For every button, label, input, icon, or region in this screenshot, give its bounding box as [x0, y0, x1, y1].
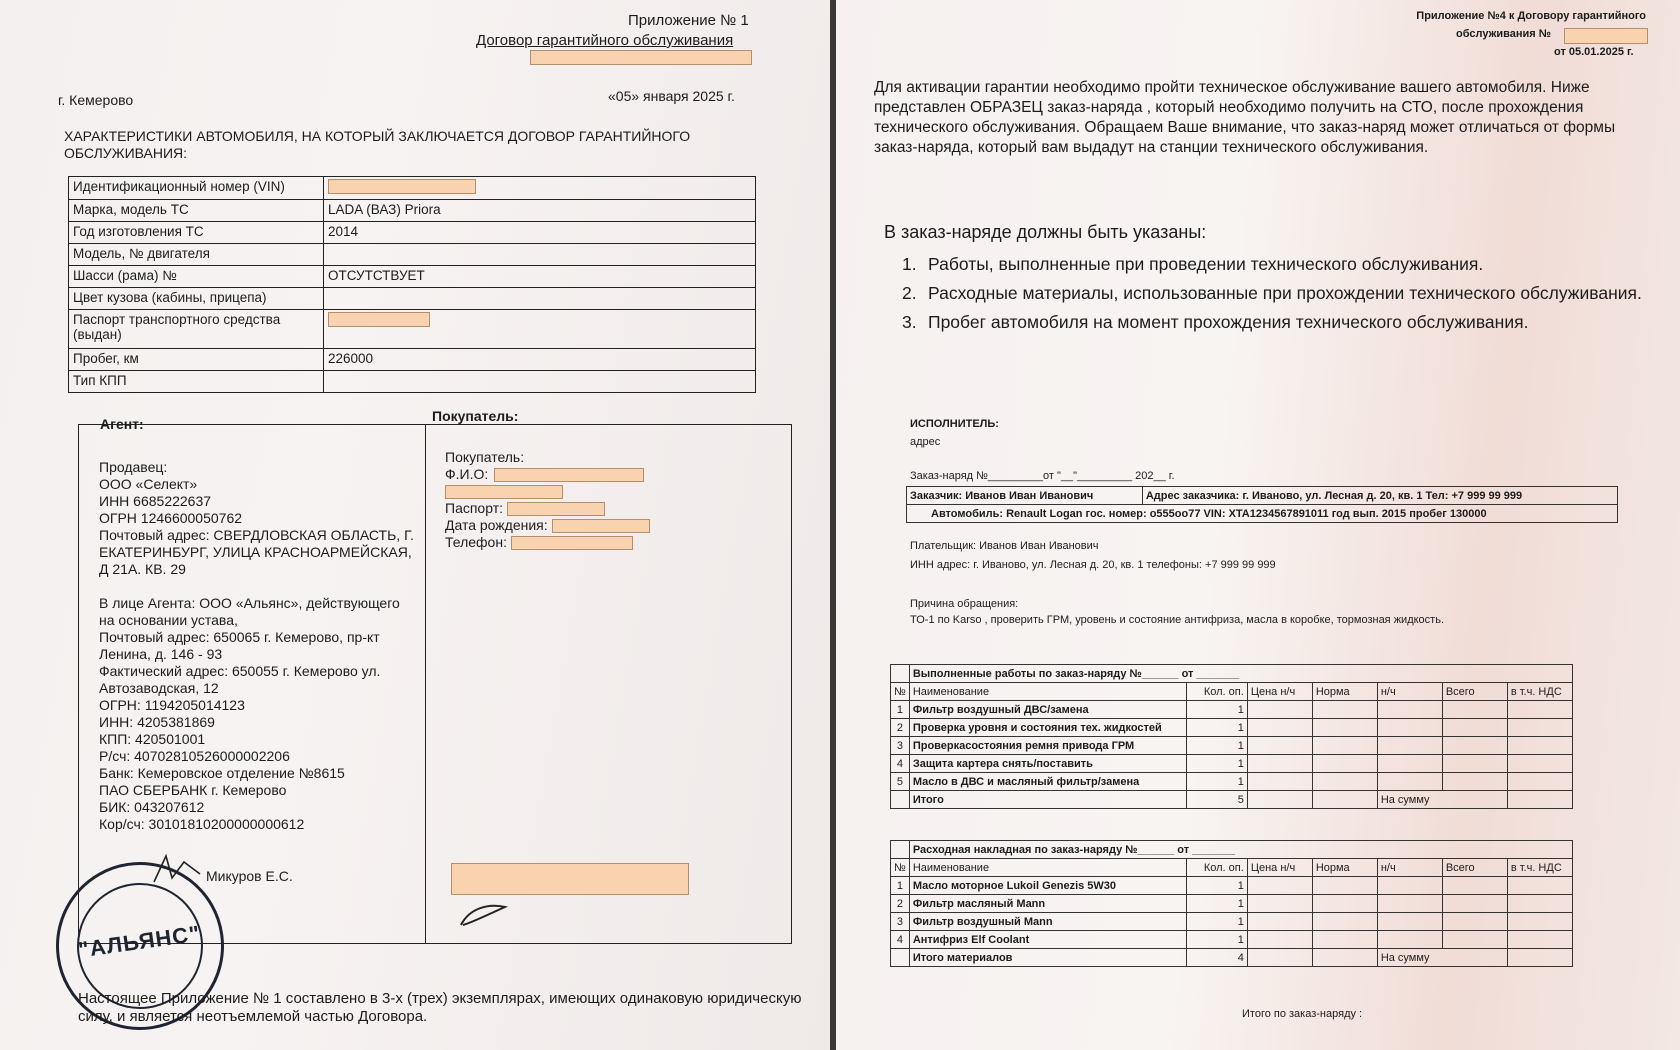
table-cell — [1312, 877, 1377, 895]
appendix-1-page — [0, 0, 830, 1050]
table-cell: 2 — [891, 895, 910, 913]
table-cell — [1377, 913, 1442, 931]
column-header: н/ч — [1377, 859, 1442, 877]
column-header: Наименование — [909, 859, 1186, 877]
table-cell — [1312, 719, 1377, 737]
row-label: Год изготовления ТС — [69, 222, 324, 244]
table-row — [69, 310, 756, 349]
buyer-title: Покупатель: — [445, 449, 525, 465]
table-cell — [1312, 737, 1377, 755]
table-cell — [1312, 931, 1377, 949]
appendix-title: Приложение № 1 — [628, 12, 749, 29]
city: г. Кемерово — [58, 92, 134, 108]
table-row — [907, 487, 1618, 505]
agent-label: Агент: — [100, 416, 144, 432]
table-cell: 1 — [1186, 913, 1247, 931]
buyer-phone-redaction — [511, 536, 633, 550]
buyer-fio-row — [445, 466, 650, 483]
table-cell: 1 — [1186, 719, 1247, 737]
table-cell: 1 — [1186, 931, 1247, 949]
table-cell — [891, 791, 910, 809]
row-label: Пробег, км — [69, 349, 324, 371]
table-cell — [1507, 791, 1572, 809]
column-header: н/ч — [1377, 683, 1442, 701]
table-cell: Фильтр масляный Mann — [909, 895, 1186, 913]
sample-customer: Заказчик: Иванов Иван Иванович — [907, 487, 1143, 505]
table-cell — [1442, 913, 1507, 931]
table-header-row — [891, 859, 1573, 877]
table-cell — [1377, 895, 1442, 913]
table-row — [891, 931, 1573, 949]
table-cell — [1442, 701, 1507, 719]
vin-redaction — [328, 179, 476, 194]
table-cell — [1442, 755, 1507, 773]
row-label: Цвет кузова (кабины, прицепа) — [69, 288, 324, 310]
buyer-signature-scribble — [457, 895, 527, 929]
order-total-label: Итого по заказ-наряду : — [1242, 1008, 1363, 1020]
table-cell — [1442, 737, 1507, 755]
vin-value — [324, 177, 756, 200]
table-cell: 5 — [891, 773, 910, 791]
table-row — [891, 755, 1573, 773]
works-total-qty: 5 — [1186, 791, 1247, 809]
appendix-4-number-redaction — [1564, 28, 1648, 44]
table-cell — [1507, 773, 1572, 791]
buyer-birth-redaction — [552, 519, 650, 533]
table-cell — [1507, 737, 1572, 755]
column-header: в т.ч. НДС — [1507, 859, 1572, 877]
car-heading: ХАРАКТЕРИСТИКИ АВТОМОБИЛЯ, НА КОТОРЫЙ ЗАКЛЮЧАЕТСЯ ДОГОВОР ГАРАНТИЙНОГО ОБСЛУЖИВАНИЯ: — [64, 128, 691, 161]
table-cell — [1507, 913, 1572, 931]
table-cell: 1 — [1186, 701, 1247, 719]
row-value — [324, 288, 756, 310]
table-cell — [1377, 773, 1442, 791]
sample-address: адрес — [910, 436, 941, 448]
list-item — [902, 252, 1642, 277]
sample-reason: ТО-1 по Karso , проверить ГРМ, уровень и состояние антифриза, масла в коробке, тормозная жидкость. — [910, 614, 1444, 626]
table-row — [891, 791, 1573, 809]
table-cell — [1247, 737, 1312, 755]
row-value — [324, 244, 756, 266]
table-cell: 1 — [1186, 773, 1247, 791]
table-cell: 2 — [891, 719, 910, 737]
table-cell — [1442, 877, 1507, 895]
table-cell — [1312, 701, 1377, 719]
table-cell — [891, 949, 910, 967]
buyer-fio-redaction-2 — [445, 485, 563, 499]
table-row — [69, 177, 756, 200]
list-text: Пробег автомобиля на момент прохождения технического обслуживания. — [928, 312, 1529, 332]
table-row — [891, 841, 1573, 859]
materials-total-qty: 4 — [1186, 949, 1247, 967]
table-cell — [1247, 701, 1312, 719]
table-cell — [1507, 949, 1572, 967]
table-row — [907, 505, 1618, 523]
list-number: 2. — [902, 283, 917, 303]
table-cell — [891, 665, 910, 683]
materials-table — [890, 840, 1573, 967]
table-cell: Проверка уровня и состояния тех. жидкостей — [909, 719, 1186, 737]
table-row — [69, 244, 756, 266]
buyer-fio-redaction — [494, 468, 644, 482]
table-cell — [1312, 773, 1377, 791]
appendix-4-date: от 05.01.2025 г. — [1554, 46, 1634, 58]
sample-customer-address: Адрес заказчика: г. Иваново, ул. Лесная д. 20, кв. 1 Тел: +7 999 99 999 — [1142, 487, 1617, 505]
requirements-list — [902, 252, 1642, 339]
sample-payer-inn: ИНН адрес: г. Иваново, ул. Лесная д. 20, кв. 1 телефоны: +7 999 99 999 — [910, 559, 1276, 571]
column-header: в т.ч. НДС — [1507, 683, 1572, 701]
table-cell — [1247, 719, 1312, 737]
table-cell — [1247, 877, 1312, 895]
sample-customer-table — [906, 486, 1618, 523]
table-cell — [1377, 737, 1442, 755]
table-cell: Масло моторное Lukoil Genezis 5W30 — [909, 877, 1186, 895]
list-item — [902, 310, 1642, 335]
table-cell — [1442, 719, 1507, 737]
column-header: № — [891, 859, 910, 877]
intro-paragraph: Для активации гарантии необходимо пройти техническое обслуживание вашего автомобиля. Ниже представлен ОБРАЗЕЦ заказ-наряда , который необходимо получить на СТО, после прохождения технического обслуживания. Обращаем Ваше внимание, что заказ-наряд может отличаться от формы заказ-наряда, который вам выдадут на станции технического обслуживания. — [874, 79, 1616, 156]
table-cell: 3 — [891, 913, 910, 931]
row-label: Тип КПП — [69, 371, 324, 393]
car-characteristics-table — [68, 176, 756, 393]
materials-sum-label: На сумму — [1377, 949, 1507, 967]
list-item — [902, 281, 1642, 306]
table-cell: Фильтр воздушный Mann — [909, 913, 1186, 931]
column-header: Цена н/ч — [1247, 683, 1312, 701]
table-cell — [1507, 877, 1572, 895]
list-number: 1. — [902, 254, 917, 274]
table-cell — [1507, 719, 1572, 737]
sample-car: Автомобиль: Renault Logan гос. номер: о555оо77 VIN: XTA1234567891011 год вып. 2015 пробег 130000 — [907, 505, 1618, 523]
table-cell: Антифриз Elf Coolant — [909, 931, 1186, 949]
table-cell: 1 — [1186, 895, 1247, 913]
column-header: Кол. оп. — [1186, 859, 1247, 877]
buyer-fio-row-2 — [445, 483, 650, 500]
buyer-birth-row — [445, 517, 650, 534]
table-cell — [1377, 877, 1442, 895]
table-cell — [1312, 755, 1377, 773]
table-row — [69, 222, 756, 244]
row-value — [324, 371, 756, 393]
column-header: Наименование — [909, 683, 1186, 701]
parties-divider — [425, 425, 426, 943]
table-cell — [1377, 931, 1442, 949]
row-label: Шасси (рама) № — [69, 266, 324, 288]
table-row — [891, 701, 1573, 719]
requirements-heading: В заказ-наряде должны быть указаны: — [884, 222, 1207, 242]
buyer-fio-label: Ф.И.О: — [445, 466, 489, 482]
table-cell: 4 — [891, 755, 910, 773]
table-cell — [1247, 773, 1312, 791]
materials-title: Расходная накладная по заказ-наряду №______ от _______ — [909, 841, 1572, 859]
table-cell — [1442, 931, 1507, 949]
buyer-birth-label: Дата рождения: — [445, 517, 548, 533]
table-row — [69, 349, 756, 371]
list-text: Работы, выполненные при проведении технического обслуживания. — [928, 254, 1484, 274]
table-cell: Фильтр воздушный ДВС/замена — [909, 701, 1186, 719]
appendix-4-header: Приложение №4 к Договору гарантийного — [1416, 10, 1646, 22]
contract-name: Договор гарантийного обслуживания — [476, 32, 734, 49]
table-cell — [1377, 701, 1442, 719]
works-title: Выполненные работы по заказ-наряду №______ от _______ — [909, 665, 1572, 683]
table-cell — [1507, 755, 1572, 773]
row-label: Марка, модель ТС — [69, 200, 324, 222]
appendix-4-number-label: обслуживания № — [1456, 28, 1552, 40]
table-row — [891, 913, 1573, 931]
row-value: ОТСУТСТВУЕТ — [324, 266, 756, 288]
buyer-phone-label: Телефон: — [445, 534, 507, 550]
column-header: Всего — [1442, 683, 1507, 701]
appendix-4-page — [836, 0, 1680, 1050]
sample-executor: ИСПОЛНИТЕЛЬ: — [910, 418, 999, 430]
table-row — [69, 371, 756, 393]
buyer-passport-label: Паспорт: — [445, 500, 503, 516]
table-cell — [1312, 949, 1377, 967]
pts-value — [324, 310, 756, 349]
table-row — [69, 288, 756, 310]
table-cell — [1312, 895, 1377, 913]
table-cell: 1 — [1186, 737, 1247, 755]
table-row — [891, 949, 1573, 967]
row-value: LADA (ВАЗ) Priora — [324, 200, 756, 222]
table-cell — [1247, 931, 1312, 949]
table-row — [891, 877, 1573, 895]
table-cell — [1377, 755, 1442, 773]
agent-details: Продавец: ООО «Селект» ИНН 6685222637 ОГРН 1246600050762 Почтовый адрес: СВЕРДЛОВСКАЯ ОБЛАСТЬ, Г. ЕКАТЕРИНБУРГ, УЛИЦА КРАСНОАРМЕЙСКАЯ, Д 21А. КВ. 29 В лице Агента: ООО «Альянс», действующего на основании устава, Почтовый адрес: 650065 г. Кемерово, пр-кт Ленина, д. 146 - 93 Фактический адрес: 650055 г. Кемерово ул. Автозаводская, 12 ОГРН: 1194205014123 ИНН: 4205381869 КПП: 420501001 Р/сч: 40702810526000002206 Банк: Кемеровское отделение №8615 ПАО СБЕРБАНК г. Кемерово БИК: 043207612 Кор/сч: 30101810200000000612 — [99, 459, 414, 832]
appendix-footer: Настоящее Приложение № 1 составлено в 3-х (трех) экземплярах, имеющих одинаковую юридическую силу, и является неотъемлемой частью Договора. — [78, 990, 802, 1025]
stamp-text: "АЛЬЯНС" — [76, 920, 203, 963]
row-label: Идентификационный номер (VIN) — [69, 177, 324, 200]
sample-order-line: Заказ-наряд №_________от "__"_________ 202__ г. — [910, 470, 1175, 482]
row-label: Паспорт транспортного средства (выдан) — [69, 310, 324, 349]
contract-number-redaction — [530, 50, 752, 65]
table-cell — [1247, 895, 1312, 913]
row-value: 226000 — [324, 349, 756, 371]
table-cell: 1 — [1186, 877, 1247, 895]
works-table — [890, 664, 1573, 809]
works-total-label: Итого — [909, 791, 1186, 809]
table-cell — [1442, 895, 1507, 913]
document-date: «05» января 2025 г. — [608, 88, 735, 104]
table-cell — [1507, 895, 1572, 913]
table-row — [891, 719, 1573, 737]
table-cell: 1 — [891, 877, 910, 895]
table-cell: 1 — [1186, 755, 1247, 773]
buyer-details — [445, 449, 650, 551]
buyer-signature-redaction — [451, 863, 689, 895]
table-row — [891, 737, 1573, 755]
column-header: Цена н/ч — [1247, 859, 1312, 877]
table-cell: Защита картера снять/поставить — [909, 755, 1186, 773]
buyer-label: Покупатель: — [432, 408, 519, 424]
table-row — [891, 773, 1573, 791]
table-row — [69, 266, 756, 288]
table-cell — [1247, 791, 1312, 809]
sample-payer: Плательщик: Иванов Иван Иванович — [910, 540, 1099, 552]
table-cell: Масло в ДВС и масляный фильтр/замена — [909, 773, 1186, 791]
buyer-passport-redaction — [507, 502, 605, 516]
column-header: Норма — [1312, 859, 1377, 877]
column-header: Норма — [1312, 683, 1377, 701]
table-row — [891, 895, 1573, 913]
table-cell — [891, 841, 910, 859]
table-row — [69, 200, 756, 222]
table-cell: 4 — [891, 931, 910, 949]
table-cell — [1507, 931, 1572, 949]
column-header: Всего — [1442, 859, 1507, 877]
table-cell: Проверкасостояния ремня привода ГРМ — [909, 737, 1186, 755]
list-number: 3. — [902, 312, 917, 332]
buyer-passport-row — [445, 500, 650, 517]
pts-redaction — [328, 312, 430, 327]
table-header-row — [891, 683, 1573, 701]
table-cell — [1247, 949, 1312, 967]
table-cell: 1 — [891, 701, 910, 719]
table-cell — [1247, 755, 1312, 773]
table-cell — [1377, 719, 1442, 737]
table-cell — [1507, 701, 1572, 719]
table-cell — [1312, 791, 1377, 809]
table-cell — [1312, 913, 1377, 931]
sample-reason-label: Причина обращения: — [910, 598, 1019, 610]
table-cell — [1442, 773, 1507, 791]
table-row — [891, 665, 1573, 683]
works-sum-label: На сумму — [1377, 791, 1507, 809]
buyer-phone-row — [445, 534, 650, 551]
table-cell — [1247, 913, 1312, 931]
list-text: Расходные материалы, использованные при прохождении технического обслуживания. — [928, 283, 1642, 303]
column-header: № — [891, 683, 910, 701]
row-label: Модель, № двигателя — [69, 244, 324, 266]
agent-signature-name: Микуров Е.С. — [206, 868, 293, 884]
row-value: 2014 — [324, 222, 756, 244]
table-cell: 3 — [891, 737, 910, 755]
column-header: Кол. оп. — [1186, 683, 1247, 701]
materials-total-label: Итого материалов — [909, 949, 1186, 967]
